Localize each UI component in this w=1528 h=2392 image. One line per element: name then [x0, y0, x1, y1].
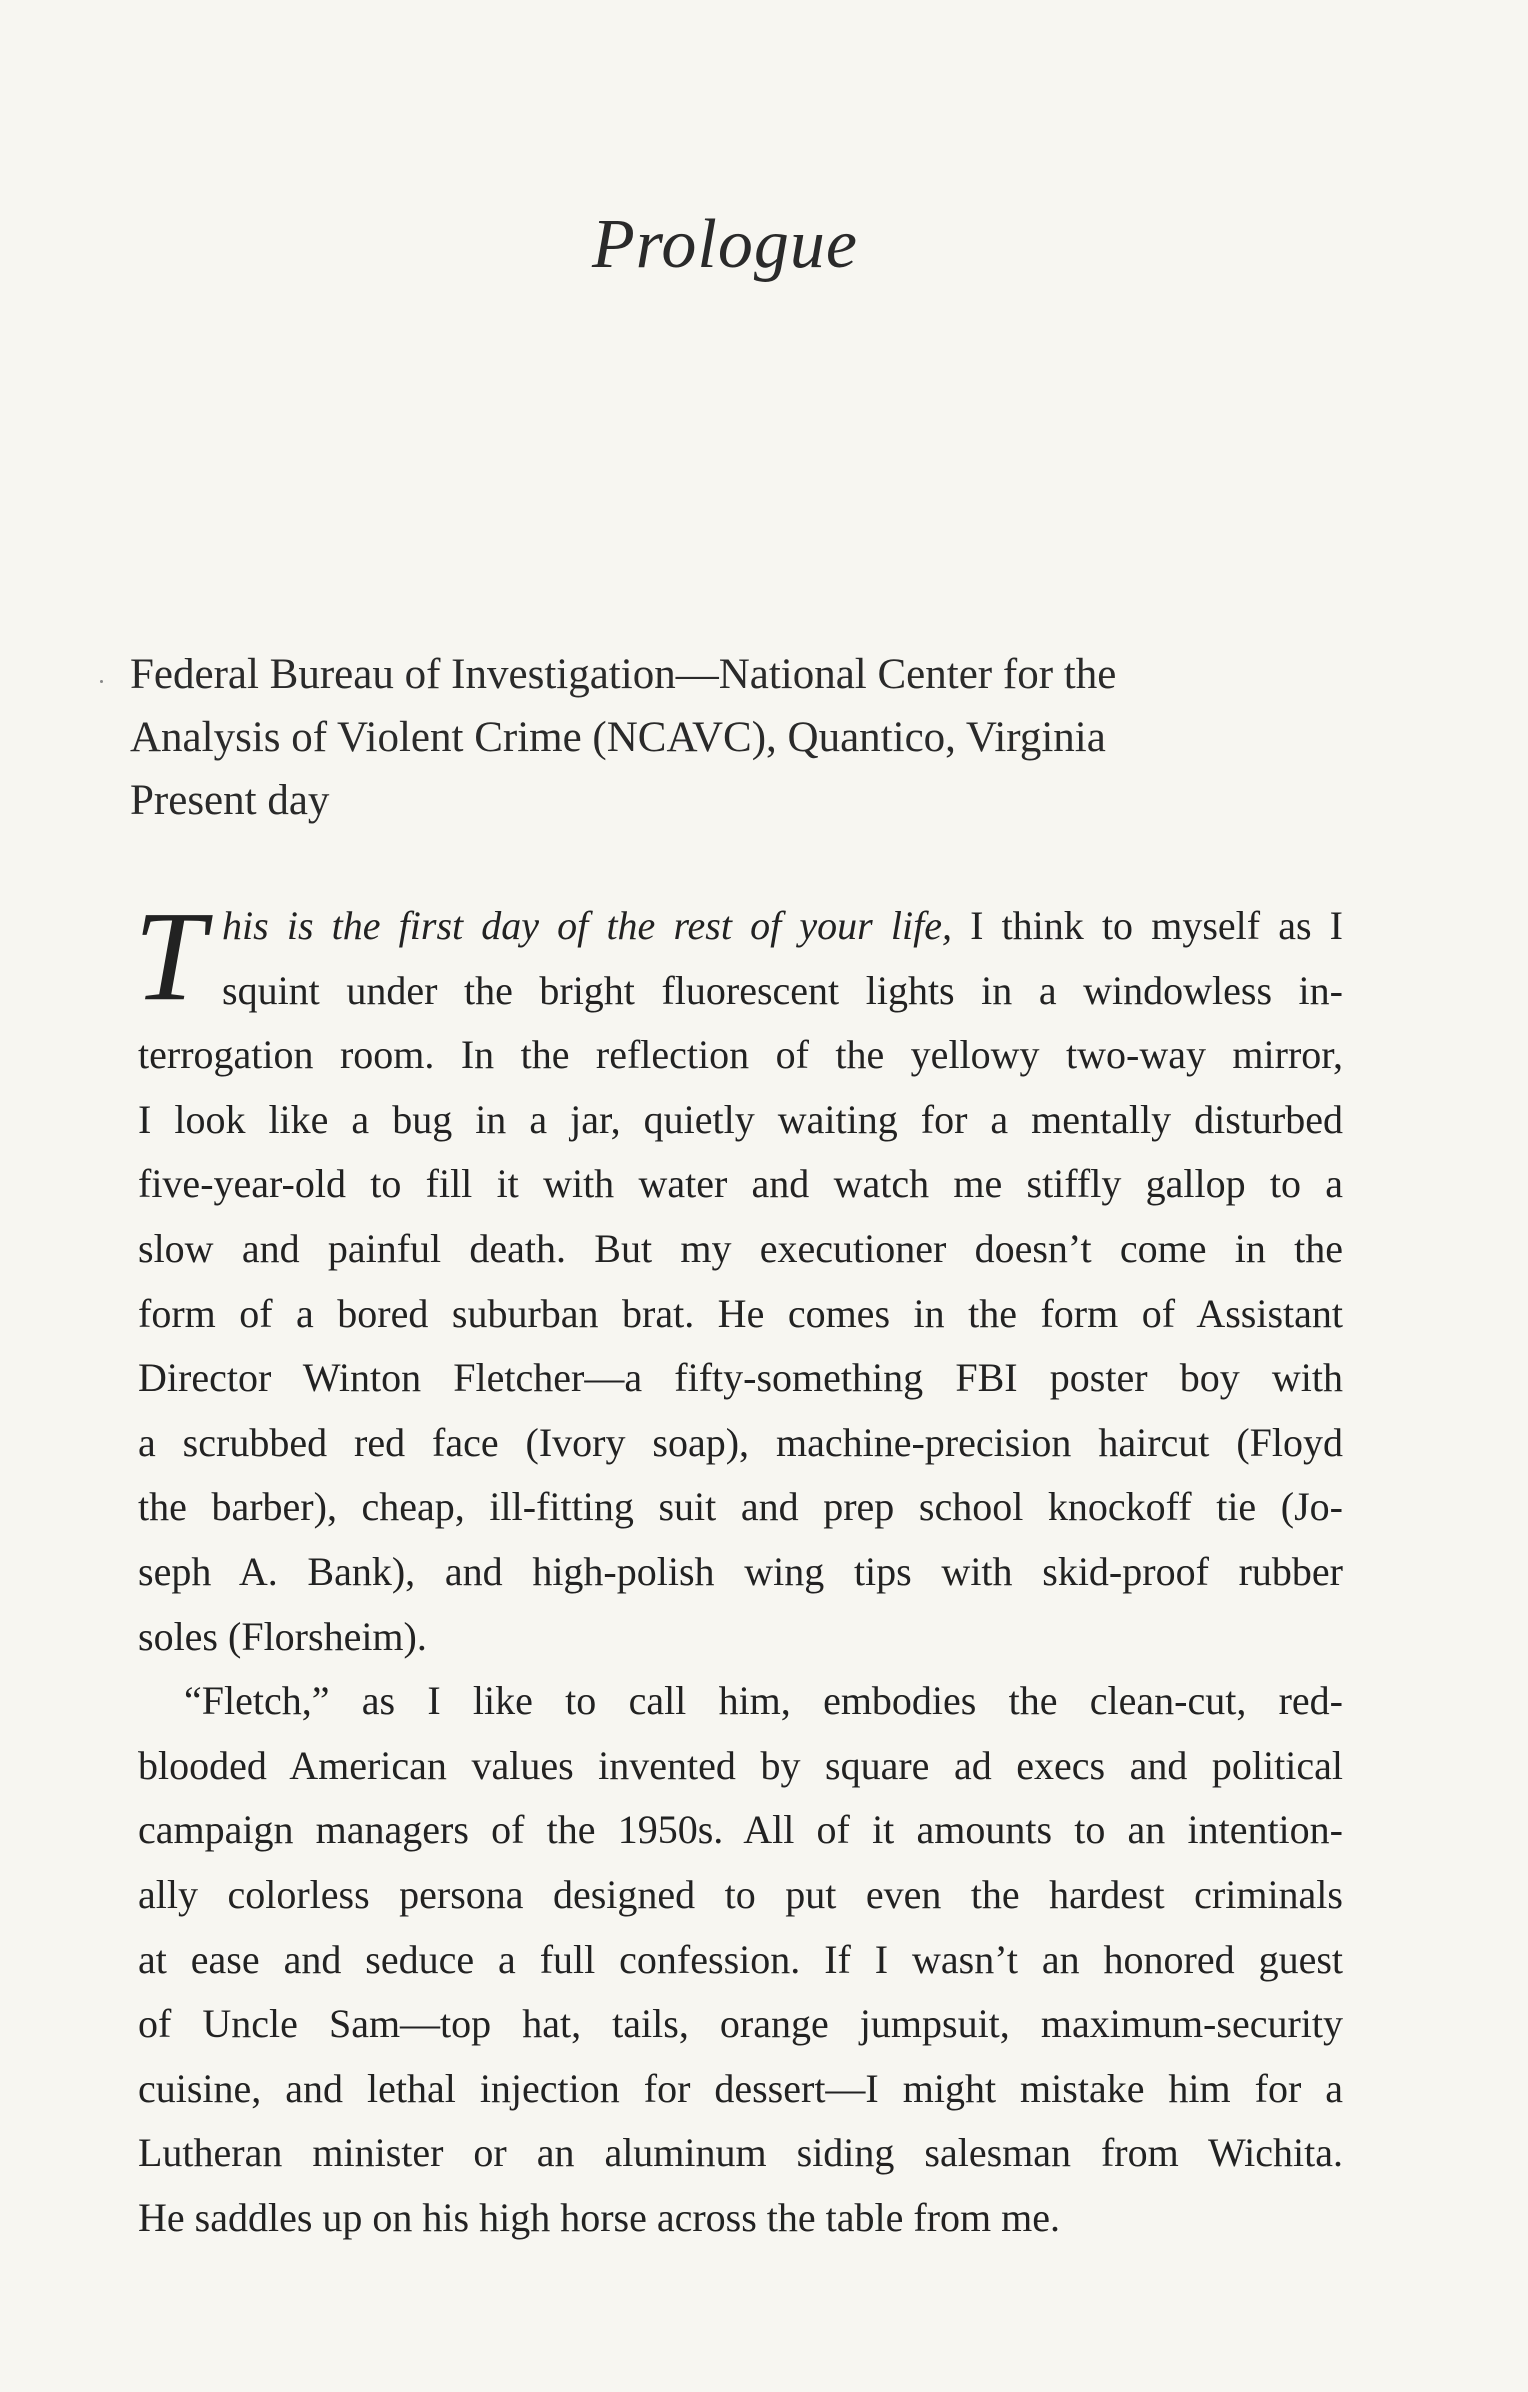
- paragraph-line: seph A. Bank), and high-polish wing tips with skid-proof rubber: [138, 1548, 1343, 1594]
- paper-speck: [100, 680, 103, 683]
- paragraph-line: a scrubbed red face (Ivory soap), machine-precision haircut (Floyd: [138, 1419, 1343, 1465]
- paragraph-line: I look like a bug in a jar, quietly waiting for a mentally disturbed: [138, 1096, 1343, 1142]
- paragraph-line: Director Winton Fletcher—a fifty-something FBI poster boy with: [138, 1355, 1343, 1401]
- locale-line: Analysis of Violent Crime (NCAVC), Quantico, Virginia: [130, 714, 1106, 761]
- locale-line: Present day: [130, 777, 330, 824]
- line-text: I think to myself as I: [951, 903, 1343, 948]
- paragraph-line: Lutheran minister or an aluminum siding salesman from Wichita.: [138, 2130, 1343, 2176]
- paragraph-line: [138, 894, 1343, 959]
- paragraph-line: at ease and seduce a full confession. If I wasn’t an honored guest: [138, 1936, 1343, 1982]
- paragraph-line: blooded American values invented by square ad execs and political: [138, 1742, 1343, 1788]
- body-text: [134, 885, 1343, 2250]
- locale-line: Federal Bureau of Investigation—National Center for the: [130, 651, 1117, 698]
- paragraph-line: slow and painful death. But my executioner doesn’t come in the: [138, 1225, 1343, 1271]
- paragraph-line: the barber), cheap, ill-fitting suit and prep school knockoff tie (Jo-: [138, 1484, 1343, 1530]
- italic-phrase: his is the first day of the rest of your life,: [222, 903, 952, 948]
- locale-heading: [130, 643, 1350, 832]
- paragraph-line: form of a bored suburban brat. He comes in the form of Assistant: [138, 1290, 1343, 1336]
- paragraph-line: “Fletch,” as I like to call him, embodies the clean-cut, red-: [184, 1678, 1343, 1724]
- paragraph-line: soles (Florsheim).: [138, 1613, 427, 1659]
- chapter-title: Prologue: [592, 206, 858, 283]
- drop-cap: T: [134, 885, 206, 1027]
- paragraph-line: campaign managers of the 1950s. All of it amounts to an intention-: [138, 1807, 1343, 1853]
- paragraph-line: terrogation room. In the reflection of the yellowy two-way mirror,: [138, 1032, 1343, 1078]
- paragraph-line: ally colorless persona designed to put even the hardest criminals: [138, 1871, 1343, 1917]
- paragraph-line: He saddles up on his high horse across the table from me.: [138, 2194, 1061, 2240]
- paragraph-line: cuisine, and lethal injection for dessert—I might mistake him for a: [138, 2065, 1343, 2111]
- paragraph-line: five-year-old to fill it with water and watch me stiffly gallop to a: [138, 1161, 1343, 1207]
- paragraph-line: of Uncle Sam—top hat, tails, orange jumpsuit, maximum-security: [138, 2001, 1343, 2047]
- paragraph-line: squint under the bright fluorescent lights in a windowless in-: [222, 967, 1343, 1013]
